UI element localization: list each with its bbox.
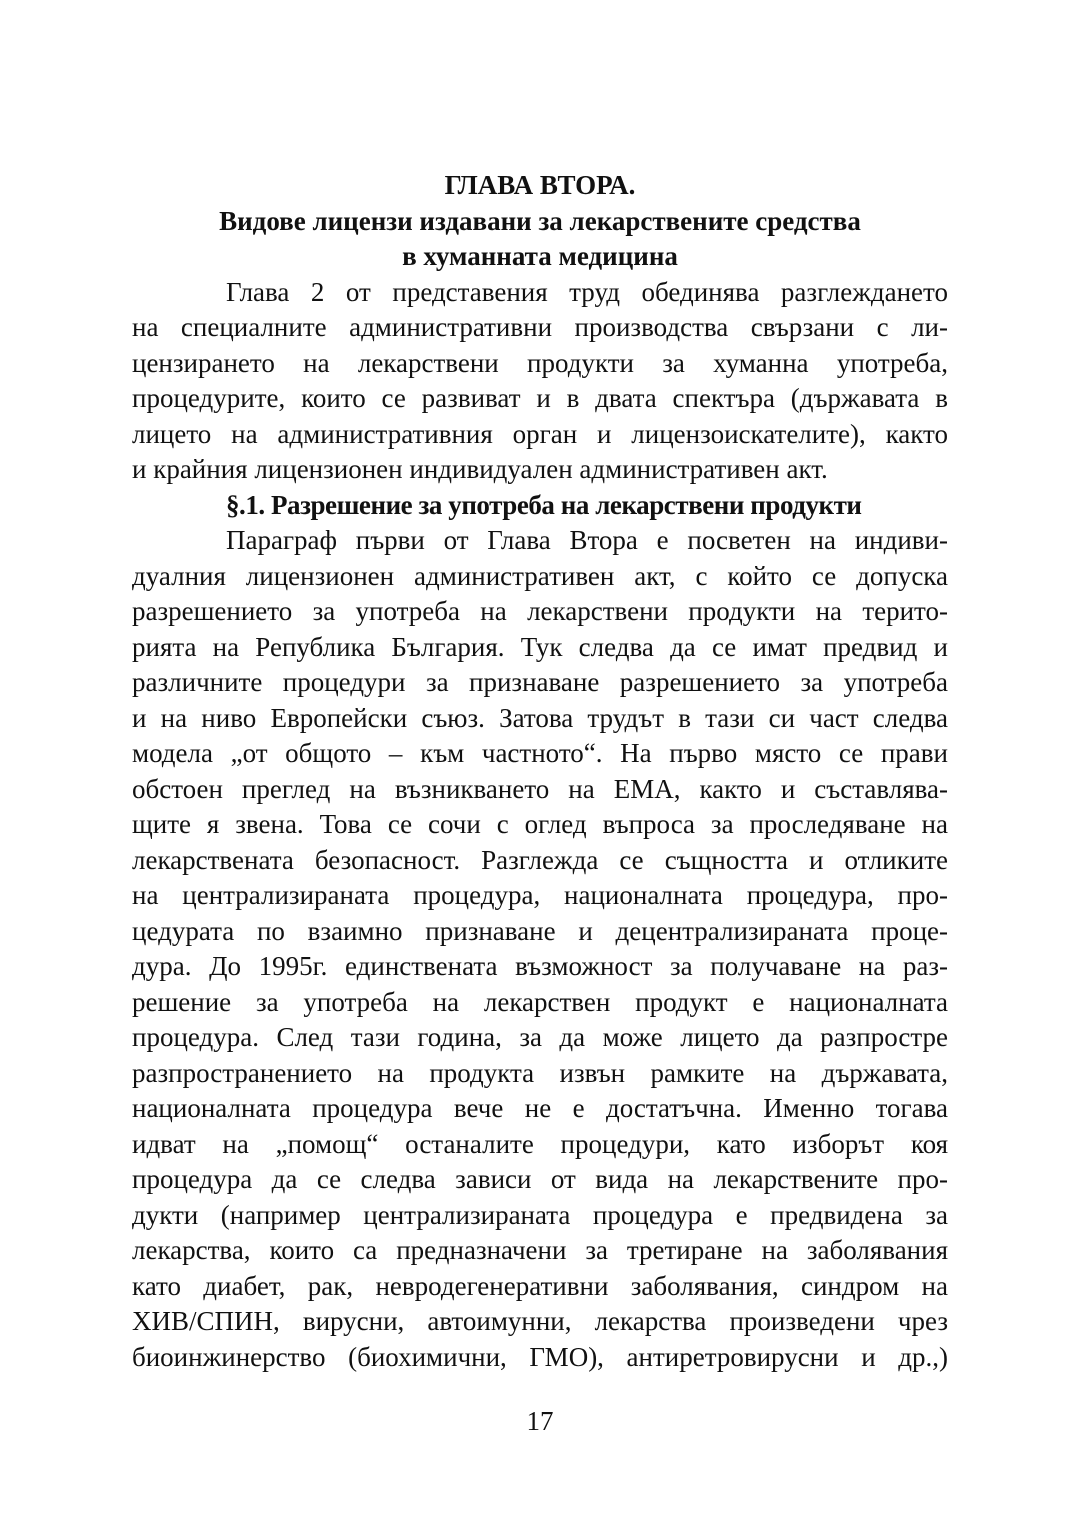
text-line: биоинжинерство (биохимични, ГМО), антиретровирусни и др.,) bbox=[132, 1341, 948, 1372]
text-line: решение за употреба на лекарствен продукт е националната bbox=[132, 986, 948, 1017]
text-line: цедурата по взаимно признаване и децентрализираната проце- bbox=[132, 915, 948, 946]
chapter-title: ГЛАВА ВТОРА. bbox=[444, 170, 636, 200]
text-line: разрешението за употреба на лекарствени продукти на терито- bbox=[132, 596, 948, 626]
chapter-subtitle-line-1: Видове лицензи издавани за лекарствените средства bbox=[219, 205, 861, 236]
text-line: като диабет, рак, невродегенеративни заболявания, синдром на bbox=[132, 1270, 948, 1301]
text-line: идват на „помощ“ останалите процедури, като изборът коя bbox=[132, 1128, 948, 1159]
text-line: обстоен преглед на възникването на ЕМА, както и съставлява- bbox=[132, 773, 948, 804]
text-line: дура. До 1995г. единствената възможност за получаване на раз- bbox=[132, 951, 948, 981]
page-number: 17 bbox=[526, 1406, 554, 1436]
text-line: лекарствената безопасност. Разглежда се същността и отликите bbox=[132, 844, 948, 875]
text-line: рията на Република България. Тук следва да се имат предвид и bbox=[132, 631, 948, 662]
text-line: дукти (например централизираната процедура е предвидена за bbox=[132, 1199, 948, 1230]
text-line: лицето на административния орган и лицензоискателите), както bbox=[132, 418, 948, 449]
text-line: лекарства, които са предназначени за третиране на заболявания bbox=[132, 1235, 948, 1265]
page-content bbox=[132, 168, 948, 1375]
text-line: на централизираната процедура, националната процедура, про- bbox=[132, 880, 948, 910]
text-line: разпространението на продукта извън рамките на държавата, bbox=[132, 1057, 948, 1088]
text-line: ХИВ/СПИН, вирусни, автоимунни, лекарства произведени чрез bbox=[132, 1306, 948, 1336]
text-line: на специалните административни производства свързани с ли- bbox=[132, 312, 948, 342]
text-line: дуалния лицензионен административен акт, с който се допуска bbox=[132, 560, 948, 591]
text-line: модела „от общото – към частното“. На първо място се прави bbox=[132, 738, 948, 768]
text-line: и крайния лицензионен индивидуален административен акт. bbox=[132, 454, 828, 484]
section-paragraph bbox=[132, 523, 948, 1375]
text-line: Глава 2 от представения труд обединява разглеждането bbox=[226, 276, 948, 307]
text-line: щите я звена. Това се сочи с оглед въпроса за проследяване на bbox=[132, 809, 948, 839]
text-line: различните процедури за признаване разрешението за употреба bbox=[132, 667, 948, 697]
chapter-subtitle-line-2: в хуманната медицина bbox=[402, 241, 678, 271]
text-line: процедура. След тази година, за да може лицето да разпростре bbox=[132, 1022, 948, 1052]
intro-paragraph bbox=[132, 275, 948, 488]
text-line: цензирането на лекарствени продукти за хуманна употреба, bbox=[132, 347, 948, 378]
text-line: процедурите, които се развиват и в двата спектъра (държавата в bbox=[132, 383, 948, 413]
text-line: и на ниво Европейски съюз. Затова трудът в тази си част следва bbox=[132, 702, 948, 733]
section-title: §.1. Разрешение за употреба на лекарствени продукти bbox=[226, 489, 862, 520]
text-line: процедура да се следва зависи от вида на лекарствените про- bbox=[132, 1164, 948, 1194]
text-line: националната процедура вече не е достатъчна. Именно тогава bbox=[132, 1093, 948, 1123]
text-line: Параграф първи от Глава Втора е посветен на индиви- bbox=[226, 525, 948, 555]
